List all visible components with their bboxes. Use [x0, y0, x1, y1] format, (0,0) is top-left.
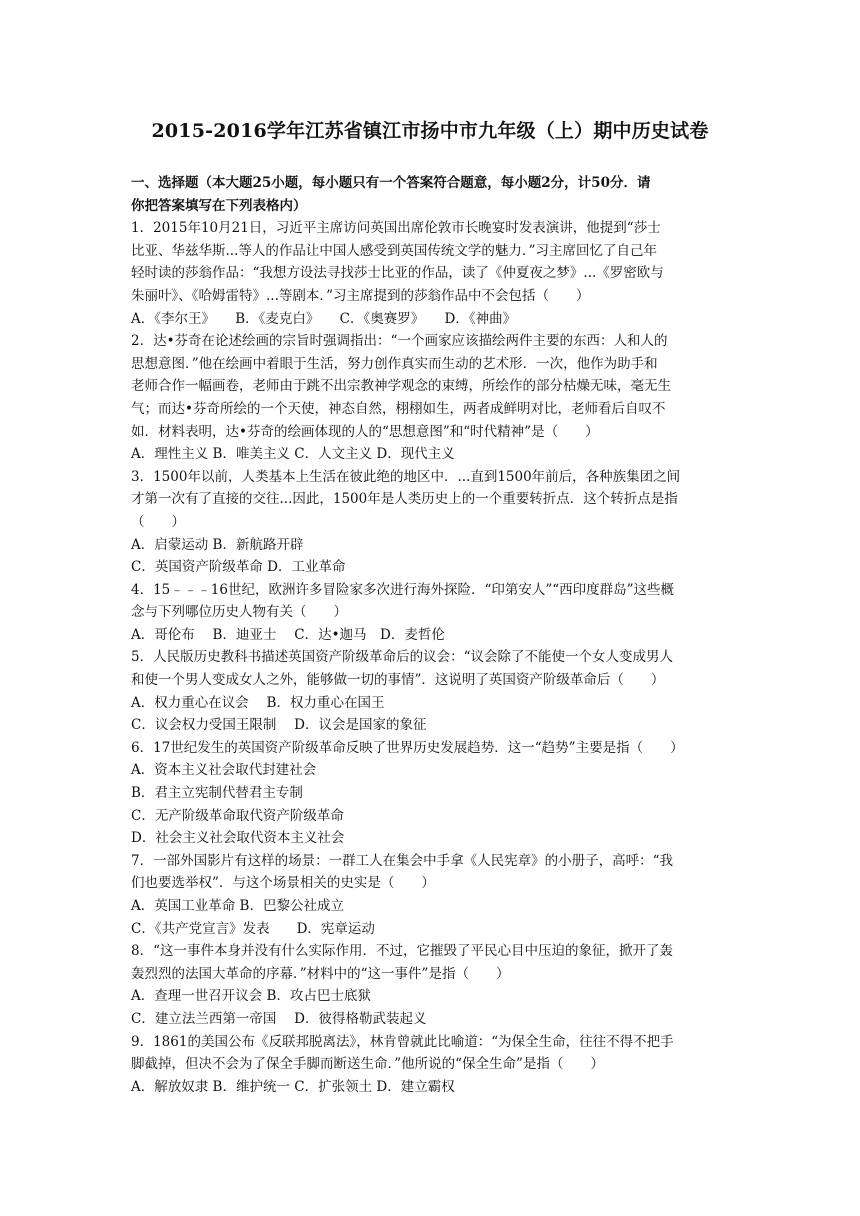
- answer-options-line: A．英国工业革命 B．巴黎公社成立: [131, 898, 344, 914]
- answer-options-line: A．资本主义社会取代封建社会: [131, 762, 317, 779]
- answer-options-line: C．建立法兰西第一帝国 D．彼得格勒武装起义: [131, 1010, 427, 1027]
- question-text-line: 气；而达•芬奇所绘的一个天使，神态自然，栩栩如生，两者成鲜明对比，老师看后自叹不: [131, 400, 666, 417]
- question-text-line: 6．17世纪发生的英国资产阶级革命反映了世界历史发展趋势．这一“趋势”主要是指（ ）: [131, 739, 684, 756]
- question-text-line: 2．达•芬奇在论述绘画的宗旨时强调指出：“一个画家应该描绘两件主要的东西：人和人的: [131, 333, 668, 350]
- question-text-line: 才第一次有了直接的交往...因此，1500年是人类历史上的一个重要转折点．这个转折点是指: [131, 491, 678, 508]
- question-9: [131, 1031, 733, 1099]
- answer-options-line: A．解放奴隶 B．维护统一 C．扩张领土 D．建立霸权: [131, 1078, 455, 1095]
- answer-options-line: A．启蒙运动 B．新航路开辟: [131, 536, 304, 553]
- section-heading-line: 一、选择题（本大题25小题，每小题只有一个答案符合题意，每小题2分，计50分．请: [131, 175, 651, 191]
- exam-content: [131, 172, 733, 1098]
- question-text-line: 4．15﹣﹣﹣16世纪，欧洲许多冒险家多次进行海外探险．“印第安人”“西印度群岛”这些概: [131, 581, 675, 598]
- question-text-line: 轻时读的莎翁作品：“我想方设法寻找莎士比亚的作品，读了《仲夏夜之梦》...《罗密欧与: [131, 265, 664, 282]
- question-text-line: 9．1861的美国公布《反联邦脱离法》，林肯曾就此比喻道：“为保全生命，往往不得不把手: [131, 1033, 674, 1050]
- question-4: [131, 579, 733, 647]
- section-heading: [131, 172, 733, 217]
- section-heading-line: 你把答案填写在下列表格内）: [131, 197, 307, 214]
- question-list: [131, 217, 733, 1098]
- question-text-line: 5．人民版历史教科书描述英国资产阶级革命后的议会：“议会除了不能使一个女人变成男人: [131, 649, 673, 666]
- question-text-line: 7．一部外国影片有这样的场景：一群工人在集会中手拿《人民宪章》的小册子，高呼：“我: [131, 852, 673, 869]
- question-8: [131, 940, 733, 1030]
- answer-options-line: A．权力重心在议会 B．权力重心在国王: [131, 694, 385, 711]
- question-text-line: 3．1500年以前，人类基本上生活在彼此绝的地区中．...直到1500年前后，各种族集团之间: [131, 468, 681, 485]
- question-1: [131, 217, 733, 330]
- question-3: [131, 466, 733, 579]
- question-text-line: 如．材料表明，达•芬奇的绘画体现的人的“思想意图”和“时代精神”是（ ）: [131, 423, 599, 440]
- answer-options-line: A．查理一世召开议会 B．攻占巴士底狱: [131, 988, 371, 1005]
- answer-options-line: A．《李尔王》 B．《麦克白》 C．《奥赛罗》 D．《神曲》: [131, 310, 517, 327]
- exam-title: 2015-2016学年江苏省镇江市扬中市九年级（上）期中历史试卷: [151, 120, 709, 142]
- answer-options-line: C．无产阶级革命取代资产阶级革命: [131, 807, 344, 824]
- answer-options-line: B．君主立宪制代替君主专制: [131, 785, 303, 802]
- answer-options-line: D．社会主义社会取代资本主义社会: [131, 830, 345, 847]
- answer-options-line: C．英国资产阶级革命 D．工业革命: [131, 559, 346, 576]
- question-text-line: 思想意图．”他在绘画中着眼于生活，努力创作真实而生动的艺术形．一次，他作为助手和: [131, 355, 658, 372]
- question-text-line: 念与下列哪位历史人物有关（ ）: [131, 604, 347, 621]
- question-text-line: 比亚、华兹华斯...等人的作品让中国人感受到英国传统文学的魅力．”习主席回忆了自己年: [131, 242, 658, 259]
- answer-options-line: A．理性主义 B．唯美主义 C．人文主义 D．现代主义: [131, 446, 455, 463]
- question-text-line: 1．2015年10月21日，习近平主席访问英国出席伦敦市长晚宴时发表演讲，他提到“莎士: [131, 220, 661, 237]
- question-text-line: 朱丽叶》、《哈姆雷特》...等剧本．”习主席提到的莎翁作品中不会包括（ ）: [131, 287, 590, 304]
- question-5: [131, 646, 733, 736]
- question-text-line: 们也要选举权”．与这个场景相关的史实是（ ）: [131, 875, 435, 892]
- answer-options-line: C．《共产党宣言》发表 D．宪章运动: [131, 920, 375, 937]
- question-6: [131, 737, 733, 850]
- question-text-line: 老师合作一幅画卷，老师由于跳不出宗教神学观念的束缚，所绘作的部分枯燥无味，毫无生: [131, 378, 671, 395]
- question-text-line: 脚截掉，但决不会为了保全手脚而断送生命．”他所说的“保全生命”是指（ ）: [131, 1056, 604, 1073]
- question-text-line: 轰烈烈的法国大革命的序幕．”材料中的“这一事件”是指（ ）: [131, 965, 510, 982]
- answer-options-line: C．议会权力受国王限制 D．议会是国家的象征: [131, 717, 427, 734]
- question-text-line: 8．“这一事件本身并没有什么实际作用．不过，它摧毁了平民心目中压迫的象征，掀开了轰: [131, 943, 673, 960]
- question-2: [131, 330, 733, 466]
- question-7: [131, 850, 733, 940]
- question-text-line: （ ）: [131, 513, 185, 530]
- answer-options-line: A．哥伦布 B．迪亚士 C．达•迦马 D．麦哲伦: [131, 626, 445, 643]
- question-text-line: 和使一个男人变成女人之外，能够做一切的事情”．这说明了英国资产阶级革命后（ ）: [131, 672, 665, 689]
